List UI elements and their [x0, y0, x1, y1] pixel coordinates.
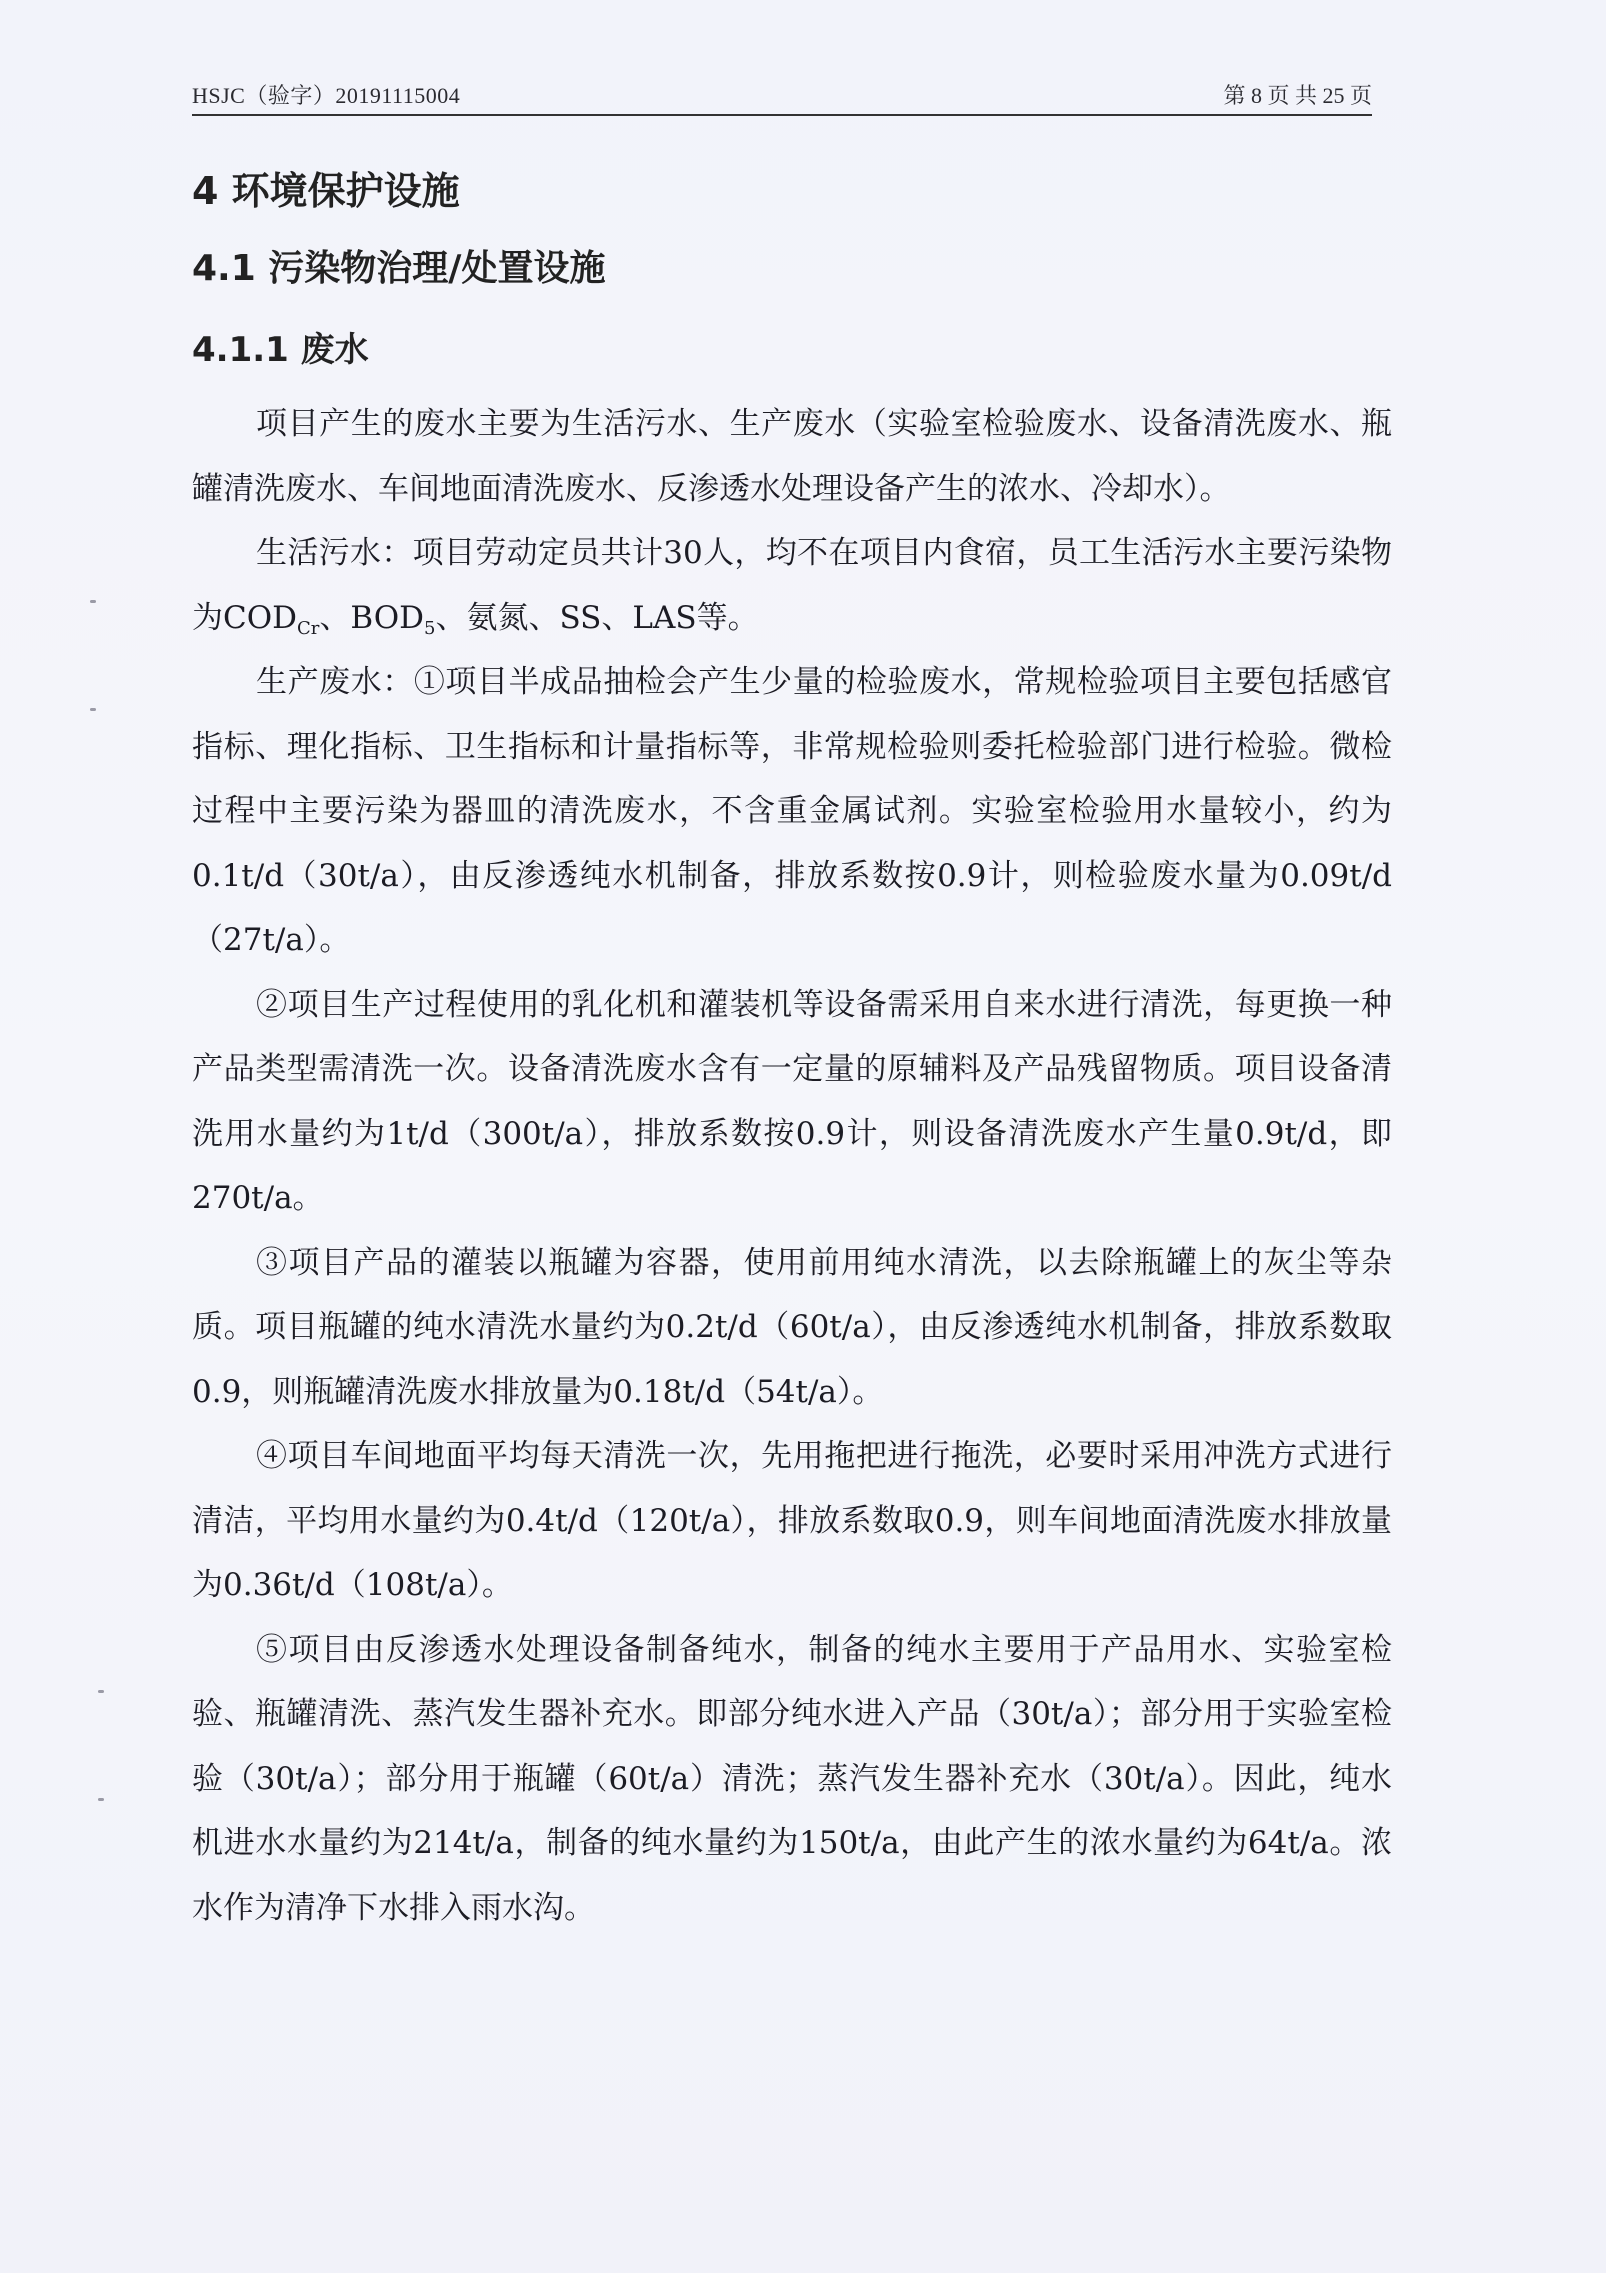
paragraph-production-wastewater: 生产废水：①项目半成品抽检会产生少量的检验废水，常规检验项目主要包括感官指标、理化指标、卫生指标和计量指标等，非常规检验则委托检验部门进行检验。微检过程中主要污染为器皿的清洗废水，不含重金属试剂。实验室检验用水量较小，约为0.1t/d（30t/a），由反渗透纯水机制备，排放系数按0.9计，则检验废水量为0.09t/d（27t/a）。	[192, 664, 1392, 958]
paragraph-text: 生活污水：项目劳动定员共计30人，均不在项目内食宿，员工生活污水主要污染物为COD	[192, 535, 1392, 636]
section-heading-1: 4 环境保护设施	[192, 169, 460, 213]
paragraph-text: 、BOD	[319, 599, 425, 636]
body-text	[192, 392, 1392, 1940]
subscript-5: 5	[424, 617, 436, 639]
paragraph-intro: 项目产生的废水主要为生活污水、生产废水（实验室检验废水、设备清洗废水、瓶罐清洗废水、车间地面清洗废水、反渗透水处理设备产生的浓水、冷却水）。	[192, 406, 1392, 507]
scan-speck	[90, 600, 96, 603]
paragraph-domestic-sewage	[192, 521, 1392, 650]
page-number: 第 8 页 共 25 页	[1223, 83, 1372, 108]
paragraph-bottle-cleaning: ③项目产品的灌装以瓶罐为容器，使用前用纯水清洗，以去除瓶罐上的灰尘等杂质。项目瓶罐的纯水清洗水量约为0.2t/d（60t/a），由反渗透纯水机制备，排放系数取0.9，则瓶罐清洗废水排放量为0.18t/d（54t/a）。	[192, 1244, 1392, 1410]
paragraph-floor-cleaning: ④项目车间地面平均每天清洗一次，先用拖把进行拖洗，必要时采用冲洗方式进行清洁，平均用水量约为0.4t/d（120t/a），排放系数取0.9，则车间地面清洗废水排放量为0.36t/d（108t/a）。	[192, 1438, 1392, 1603]
section-heading-3: 4.1.1 废水	[192, 330, 369, 370]
paragraph-equipment-cleaning: ②项目生产过程使用的乳化机和灌装机等设备需采用自来水进行清洗，每更换一种产品类型需清洗一次。设备清洗废水含有一定量的原辅料及产品残留物质。项目设备清洗用水量约为1t/d（300t/a），排放系数按0.9计，则设备清洗废水产生量0.9t/d，即270t/a。	[192, 986, 1392, 1216]
page-header	[192, 78, 1372, 116]
section-heading-2: 4.1 污染物治理/处置设施	[192, 248, 606, 289]
scan-speck	[98, 1798, 104, 1801]
scan-speck	[98, 1690, 104, 1693]
scan-speck	[90, 708, 96, 711]
subscript-cr: Cr	[297, 617, 320, 639]
document-id: HSJC（验字）20191115004	[192, 83, 461, 108]
paragraph-pure-water: ⑤项目由反渗透水处理设备制备纯水，制备的纯水主要用于产品用水、实验室检验、瓶罐清洗、蒸汽发生器补充水。即部分纯水进入产品（30t/a）；部分用于实验室检验（30t/a）；部分用于瓶罐（60t/a）清洗；蒸汽发生器补充水（30t/a）。因此，纯水机进水水量约为214t/a，制备的纯水量约为150t/a，由此产生的浓水量约为64t/a。浓水作为清净下水排入雨水沟。	[192, 1631, 1392, 1926]
paragraph-text: 、氨氮、SS、LAS等。	[435, 599, 759, 636]
